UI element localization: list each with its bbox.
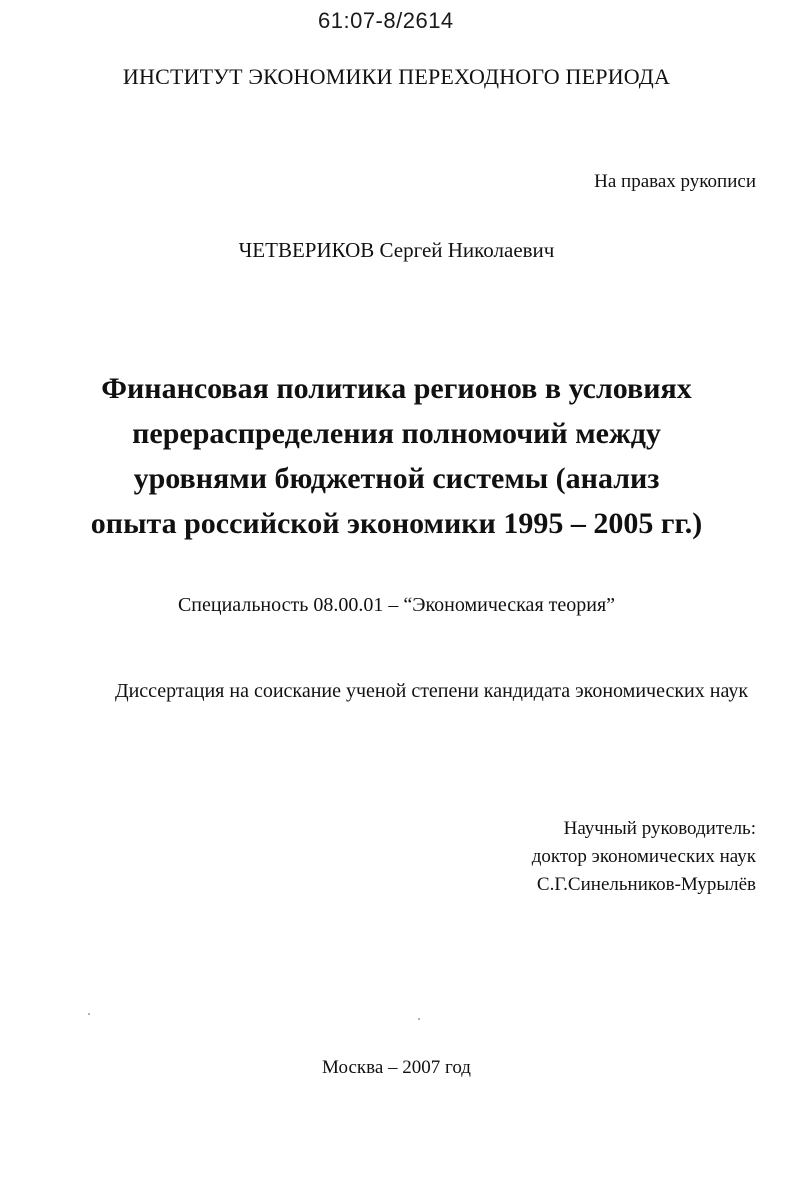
supervisor-degree: доктор экономических наук [531,846,756,867]
specialty-line: Специальность 08.00.01 – “Экономическая теория” [177,594,616,616]
author-name: ЧЕТВЕРИКОВ Сергей Николаевич [238,238,555,262]
supervisor-name: С.Г.Синельников-Мурылёв [536,874,756,895]
supervisor-role: Научный руководитель: [563,818,756,839]
institute-name: ИНСТИТУТ ЭКОНОМИКИ ПЕРЕХОДНОГО ПЕРИОДА [122,64,671,89]
supervisor-block [532,815,756,899]
manuscript-rights-note: На правах рукописи [594,171,756,192]
city-year: Москва – 2007 год [322,1057,471,1078]
archive-stamp-number: 61:07-8/2614 [318,8,454,33]
dissertation-degree-line: Диссертация на соискание ученой степени кандидата экономических наук [114,680,749,702]
scan-speck [418,1018,420,1020]
scan-speck [88,1013,90,1015]
dissertation-title: Финансовая политика регионов в условиях перераспределения полномочий между уровнями бюджетной системы (анализ опыта российской экономики 1995 – 2005 гг.) [90,372,703,540]
